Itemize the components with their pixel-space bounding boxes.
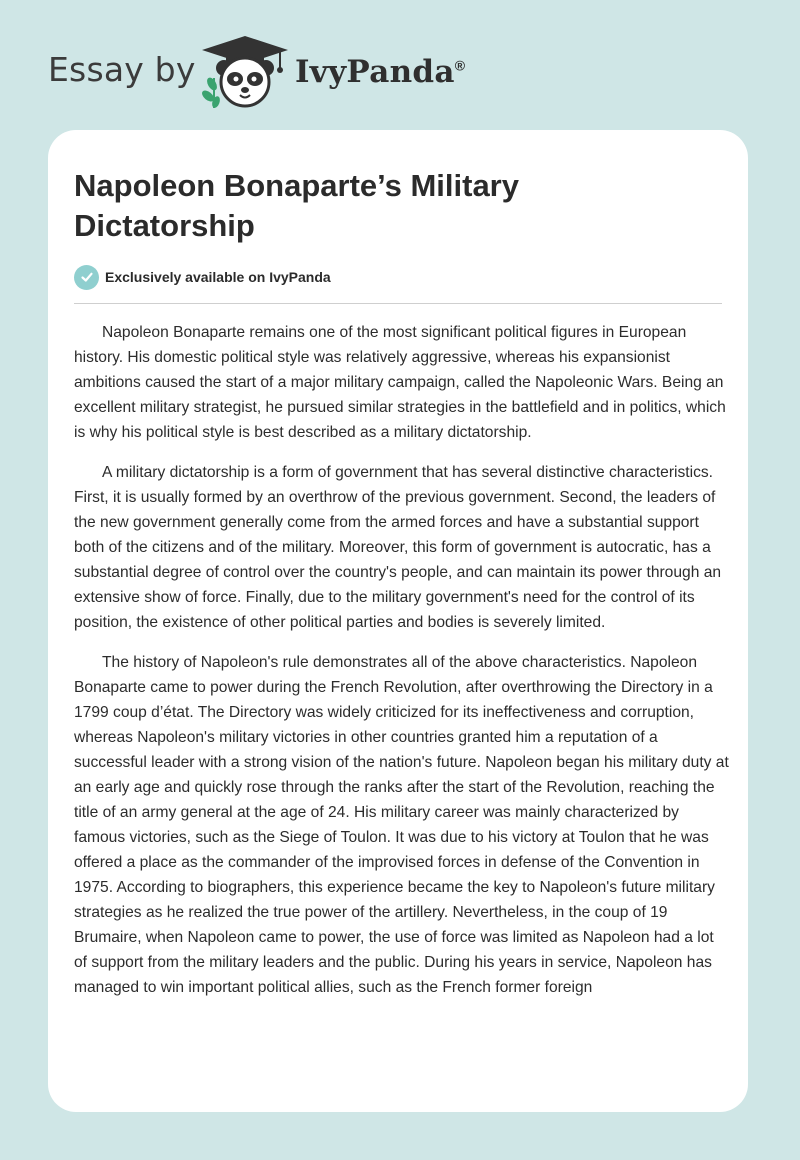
divider [74, 303, 722, 304]
brand-name-text: IvyPanda [295, 54, 455, 90]
paragraph: A military dictatorship is a form of government that has several distinctive characteristics. First, it is usually formed by an overthrow of the previous government. Second, the leaders of the new government generally come from the armed forces and have a substantial support both of the citizens and of the military. Moreover, this form of government is autocratic, has a substantial degree of control over the country's people, and can maintain its power through an extensive show of force. Finally, due to the military government's need for the control of its position, the existence of other political parties and bodies is severely limited. [74, 464, 722, 631]
paragraph: The history of Napoleon's rule demonstrates all of the above characteristics. Napoleon Bonaparte came to power during the French Revolution, after overthrowing the Directory in a 1799 coup d’état. The Directory was widely criticized for its ineffectiveness and corruption, whereas Napoleon's military victories in other countries granted him a reputation of a successful leader with a strong vision of the nation's future. Napoleon began his military duty at an early age and quickly rose through the ranks after the start of the Revolution, reaching the title of an army general at the age of 24. His military career was mainly characterized by famous victories, such as the Siege of Toulon. It was due to his victory at Toulon that he was offered a place as the commander of the improvised forces in defense of the Convention in 1975. According to biographers, this experience became the key to Napoleon's future military strategies as he realized the true power of the artillery. Nevertheless, in the coup of 19 Brumaire, when Napoleon came to power, the use of force was limited as Napoleon had a lot of support from the military leaders and the public. During his years in service, Napoleon has managed to win important political allies, such as the French former foreign [74, 654, 729, 996]
panda-graduate-logo-icon[interactable] [200, 34, 290, 110]
essay-body [74, 320, 729, 1015]
essay-card [48, 130, 748, 1112]
exclusive-label: Exclusively available on IvyPanda [105, 269, 331, 285]
registered-mark: ® [454, 57, 466, 74]
exclusive-badge [74, 264, 331, 290]
paragraph: Napoleon Bonaparte remains one of the most significant political figures in European history. His domestic political style was relatively aggressive, whereas his expansionist ambitions caused the start of a major military campaign, called the Napoleonic Wars. Being an excellent military strategist, he pursued similar strategies in the battlefield and in politics, which is why his political style is best described as a military dictatorship. [74, 324, 726, 441]
brand-name[interactable] [295, 54, 465, 90]
site-header [48, 34, 508, 110]
essay-by-label: Essay by [48, 50, 196, 89]
page-title: Napoleon Bonaparte’s Military Dictatorship [74, 168, 519, 243]
check-circle-icon [74, 265, 99, 290]
